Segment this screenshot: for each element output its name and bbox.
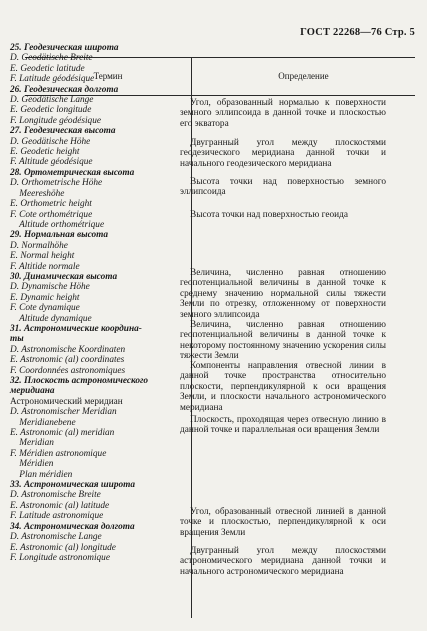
page-header: ГОСТ 22268—76 Стр. 5 [300,27,415,38]
term-heading: 28. Ортометрическая высота [10,167,135,178]
term-line: D. Normalhöhe [10,240,68,251]
term-heading: 30. Динамическая высота [10,271,118,282]
term-line: E. Astronomic (al) latitude [10,500,110,511]
term-heading: 27. Геодезическая высота [10,126,116,137]
term-line: E. Orthometric height [10,199,92,210]
term-heading: ты [10,334,24,345]
definition-31: Компоненты направления отвесной линии в данной точке пространства относительно плоскости, перпендикулярной к оси вращения Земли, и плоскости начального астрономического меридиана [180,361,386,413]
term-line: D. Astronomische Koordinaten [10,344,126,355]
term-line: D. Astronomische Lange [10,532,102,543]
term-line: Meereshöhe [10,188,65,199]
term-line: F. Latitude astronomique [10,511,104,522]
definition-32: Плоскость, проходящая через отвесную линию в данной точке и параллельная оси вращения Земли [180,415,386,436]
term-line: Altitude dynamique [10,313,92,324]
definition-30: Величина, численно равная отношению геопотенциальной величины в данной точке к некоторому постоянному значению ускорения силы тяжести Земли [180,320,386,362]
term-line: D. Geodätische Höhe [10,136,91,147]
term-line: E. Geodetic height [10,147,80,158]
term-line: F. Longitude géodésique [10,115,101,126]
definition-25: Угол, образованный нормалью к поверхности земного эллипсоида в данной точке и плоскостью его экватора [180,98,386,129]
term-line: D. Astronomische Breite [10,490,101,501]
term-line: F. Cote orthométrique [10,209,93,220]
term-line: D. Astronomischer Meridian [10,407,117,418]
term-line: F. Cote dynamique [10,303,80,314]
term-heading: 25. Геодезическая широта [10,43,119,53]
term-heading: 31. Астрономические координа- [10,323,142,334]
term-line: D. Dynamische Höhe [10,282,90,293]
term-heading: 26. Геодезическая долгота [10,84,119,95]
term-heading: 34. Астрономическая долгота [10,521,135,532]
term-line: E. Astronomic (al) meridian [10,428,115,439]
term-line: Méridien [10,459,54,470]
definition-34: Двугранный угол между плоскостями астрономического меридиана данной точки и начального астрономического меридиана [180,546,386,577]
term-line: Plan méridien [10,469,73,480]
term-line: D. Geodätische Lange [10,95,94,106]
term-line: E. Geodetic longitude [10,105,92,116]
term-heading: меридиана [10,386,55,397]
term-line: D. Geodätische Breite [10,53,93,64]
term-line: Meridian [10,438,54,449]
term-line: E. Astronomic (al) longitude [10,542,116,553]
term-line: E. Dynamic height [10,292,80,303]
term-heading: 29. Нормальная высота [10,230,108,241]
term-line: F. Coordonnées astronomiques [10,365,126,376]
term-line: F. Longitude astronomique [10,552,110,563]
term-line: Altitude orthométrique [10,219,105,230]
term-line: E. Astronomic (al) coordinates [10,355,125,366]
term-line: E. Geodetic latitude [10,63,85,74]
header-definition: Определение [278,71,329,81]
definition-26: Двугранный угол между плоскостями геодезического меридиана данной точки и начального геодезического меридиана [180,138,386,169]
definition-29: Величина, численно равная отношению геопотенциальной величины в данной точке к среднему значению нормальной силы тяжести Земли по отрезку, отложенному от поверхности земного эллипсоида [180,268,386,320]
term-line: Meridianebene [10,417,76,428]
definition-28: Высота точки над поверхностью геоида [190,210,348,220]
definition-27: Высота точки над поверхностью земного эллипсоида [180,177,386,198]
term-line: E. Normal height [10,251,75,262]
term-line: F. Altitide normale [10,261,80,272]
term-line: F. Latitude géodésique [10,74,95,85]
term-line: F. Altitude géodésique [10,157,93,168]
terms-column [10,43,166,563]
term-heading: 32. Плоскость астрономического [10,376,149,386]
term-heading: 33. Астрономическая широта [10,480,135,491]
header-term: Термин [93,71,123,81]
term-line: D. Orthometrische Höhe [10,178,103,189]
term-line: Астрономический меридиан [10,396,123,407]
term-line: F. Méridien astronomique [10,448,107,459]
definition-33: Угол, образованный отвесной линией в данной точке и плоскостью, перпендикулярной к оси вращения Земли [180,507,386,538]
